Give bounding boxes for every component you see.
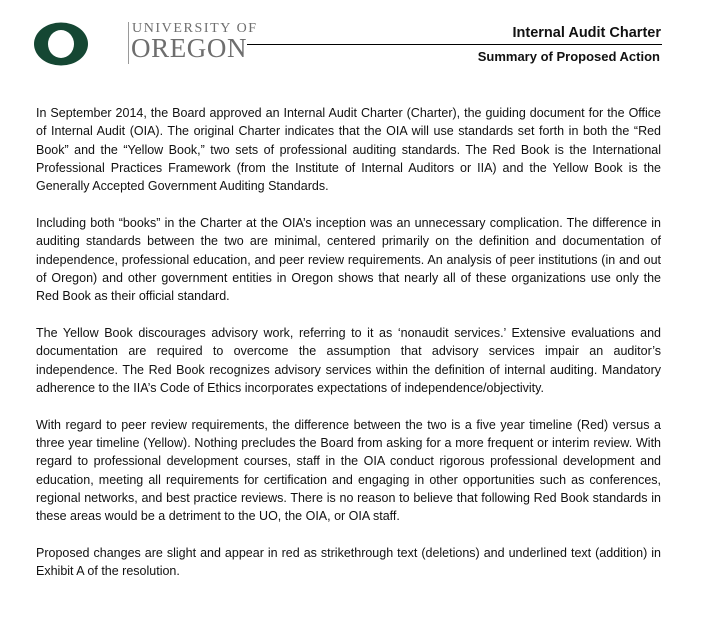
logo-divider: [128, 22, 129, 64]
paragraph: The Yellow Book discourages advisory work, referring to it as ‘nonaudit services.’ Extensive evaluations and documentation are required to overcome the assumption that advisory services impair an auditor’s independence. The Red Book recognizes advisory services within the definition of internal auditing. Mandatory adherence to the IIA’s Code of Ethics incorporates expectations of independence/objectivity.: [36, 325, 661, 395]
paragraph: Proposed changes are slight and appear in red as strikethrough text (deletions) and underlined text (addition) in Exhibit A of the resolution.: [36, 545, 661, 579]
o-logo-icon: [33, 22, 89, 66]
document-title: Internal Audit Charter: [512, 25, 661, 41]
header-rule: [247, 44, 662, 45]
paragraph: With regard to peer review requirements, the difference between the two is a five year timeline (Red) versus a three year timeline (Yellow). Nothing precludes the Board from asking for a more frequent or interim review. With regard to professional development courses, staff in the OIA conduct rigorous professional development and education, meeting all requirements for certification and engaging in other opportunities such as conferences, regional networks, and best practice reviews. There is no reason to believe that following Red Book standards in these areas would be a detriment to the UO, the OIA, or OIA staff.: [36, 417, 661, 524]
document-subtitle: Summary of Proposed Action: [477, 49, 660, 64]
paragraph: In September 2014, the Board approved an Internal Audit Charter (Charter), the guiding document for the Office of Internal Audit (OIA). The original Charter indicates that the OIA will use standards set forth in both the “Red Book” and the “Yellow Book,” two sets of professional auditing standards. The Red Book is the International Professional Practices Framework (from the Institute of Internal Auditors or IIA) and the Yellow Book is the Generally Accepted Government Auditing Standards.: [36, 106, 661, 194]
logo-university-of: UNIVERSITY OF: [132, 21, 258, 36]
paragraph: Including both “books” in the Charter at the OIA’s inception was an unnecessary complication. The difference in auditing standards between the two are minimal, centered primarily on the definition and documentation of independence, professional education, and peer review requirements. An analysis of peer institutions (in and out of Oregon) and other government entities in Oregon shows that nearly all of these organizations use only the Red Book as their official standard.: [36, 215, 661, 304]
university-logo: [33, 20, 258, 66]
logo-oregon: OREGON: [131, 33, 248, 63]
document-body: [36, 104, 661, 599]
